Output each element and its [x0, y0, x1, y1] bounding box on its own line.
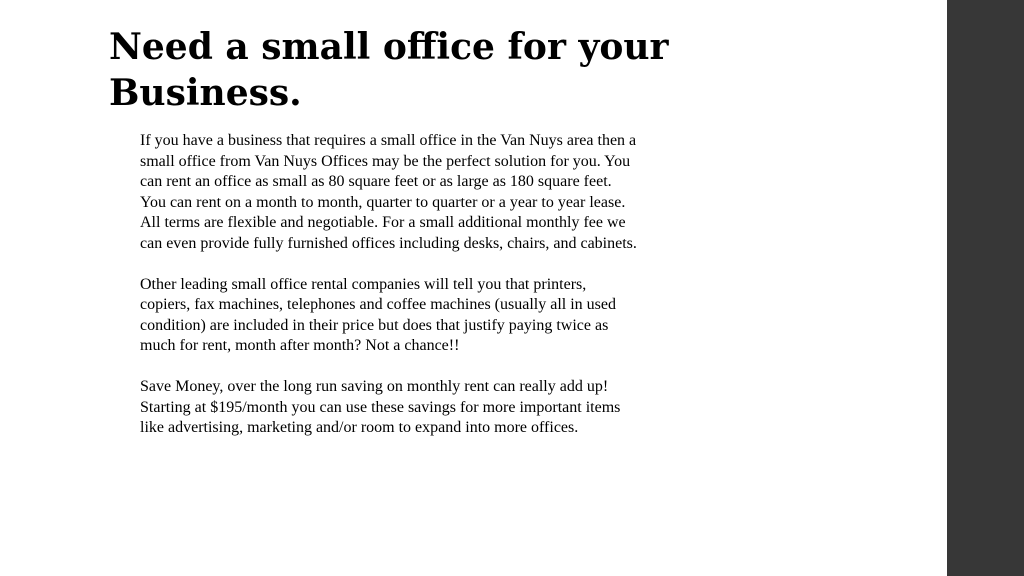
paragraph-competitors: Other leading small office rental companies will tell you that printers, copiers, fax machines, telephones and coffee machines (usually all in used condition) are included in their price but does that justify paying twice as much for rent, month after month? Not a chance!! [140, 275, 616, 354]
paragraph-savings: Save Money, over the long run saving on monthly rent can really add up! Starting at $195/month you can use these savings for more important items like advertising, marketing and/or room to expand into more offices. [140, 378, 621, 436]
slide-body [140, 131, 640, 459]
paragraph-intro: If you have a business that requires a small office in the Van Nuys area then a small office from Van Nuys Offices may be the perfect solution for you. You can rent an office as small as 80 square feet or as large as 180 square feet. You can rent on a month to month, quarter to quarter or a year to year lease. All terms are flexible and negotiable. For a small additional monthly fee we can even provide fully furnished offices including desks, chairs, and cabinets. [140, 132, 637, 252]
slide-title: Need a small office for your Business. [109, 26, 669, 114]
side-bar [947, 0, 1024, 576]
